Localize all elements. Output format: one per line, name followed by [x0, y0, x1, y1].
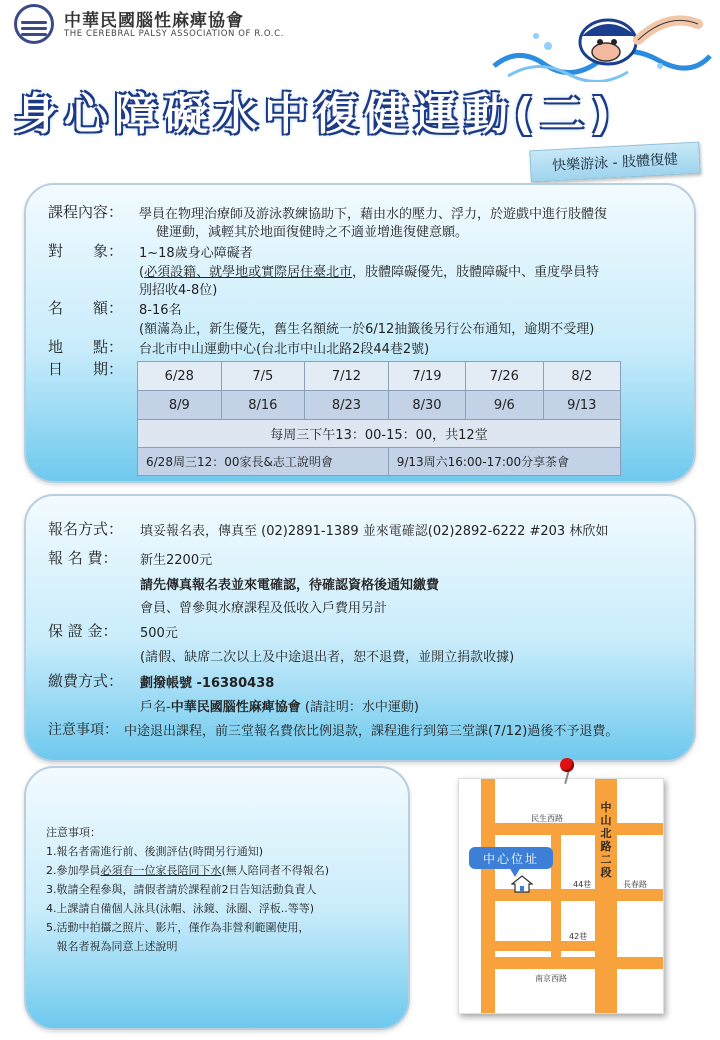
- refund-text: 中途退出課程，前三堂報名費依比例退款，課程進行到第三堂課(7/12)過後不予退費。: [124, 724, 619, 739]
- payment-account: 戶名-中華民國腦性麻痺協會 (請註明：水中運動): [140, 700, 419, 715]
- schedule-row: [138, 391, 621, 420]
- schedule-table: [137, 361, 621, 476]
- notices-title: 注意事項：: [46, 826, 101, 839]
- date-cell: 8/2: [543, 362, 620, 391]
- location-map: [458, 778, 664, 1014]
- house-icon: [511, 875, 533, 893]
- notice-item: 2.參加學員必須有一位家長陪同下水(無人陪同者不得報名): [46, 864, 330, 877]
- method-text: 填妥報名表，傳真至 (02)2891-1389 並來電確認(02)2892-6222 #203 林欣如: [140, 524, 609, 539]
- notice-item: 4.上課請自備個人泳具(泳帽、泳鏡、泳圈、浮板..等等): [46, 902, 315, 915]
- schedule-row: [138, 362, 621, 391]
- notices-list: [46, 823, 329, 956]
- label-44: 44巷: [573, 880, 592, 889]
- date-cell: 7/12: [305, 362, 389, 391]
- deposit-note: (請假、缺席二次以上及中途退出者，恕不退費，並開立捐款收據): [140, 650, 515, 665]
- swimmer-illustration: [488, 6, 714, 82]
- date-label: 日 期：: [48, 360, 124, 378]
- quota-line2: (額滿為止，新生優先，舊生名額統一於6/12抽籤後另行公布通知，逾期不受理): [139, 322, 595, 337]
- page-title: 身心障礙水中復健運動(二): [14, 89, 617, 140]
- pushpin-icon: [560, 758, 574, 772]
- quota-label: 名 額：: [48, 299, 124, 317]
- fee-label: 報 名 費：: [48, 549, 118, 567]
- place-line: 台北市中山運動中心(台北市中山北路2段44巷2號): [139, 342, 430, 357]
- fee-text: 新生2200元: [140, 553, 213, 568]
- event-tea-party: 9/13周六16:00-17:00分享茶會: [388, 448, 620, 476]
- date-cell: 8/30: [388, 391, 465, 420]
- date-cell: 9/13: [543, 391, 620, 420]
- time-note: 每周三下午13：00-15：00，共12堂: [138, 420, 621, 448]
- place-label: 地 點：: [48, 338, 124, 356]
- association-logo: [14, 4, 54, 44]
- subtitle-tag: 快樂游泳 - 肢體復健: [529, 142, 700, 183]
- road-nanjing: [481, 957, 663, 969]
- event-briefing: 6/28周三12：00家長&志工說明會: [138, 448, 389, 476]
- deposit-label: 保 證 金：: [48, 622, 118, 640]
- target-line2: (必須設籍、就學地或實際居住臺北市，肢體障礙優先，肢體障礙中、重度學員特: [139, 265, 600, 280]
- payment-text: 劃撥帳號 -16380438: [140, 676, 275, 691]
- org-name-en: THE CEREBRAL PALSY ASSOCIATION OF R.O.C.: [64, 29, 284, 39]
- org-name-zh: 中華民國腦性麻痺協會: [64, 11, 244, 31]
- road-42: [481, 941, 617, 951]
- date-cell: 6/28: [138, 362, 222, 391]
- fee-note2: 會員、曾參與水療課程及低收入戶費用另計: [140, 601, 388, 616]
- schedule-row: [138, 420, 621, 448]
- target-line3: 別招收4-8位): [139, 283, 218, 298]
- date-cell: 8/23: [305, 391, 389, 420]
- date-cell: 7/5: [221, 362, 305, 391]
- date-cell: 7/26: [466, 362, 543, 391]
- notice-item: 3.敬請全程參與，請假者請於課程前2日告知活動負責人: [46, 883, 317, 896]
- label-nanjing: 南京西路: [535, 974, 567, 983]
- label-changchun: 長春路: [623, 880, 647, 889]
- notice-item: 報名者視為同意上述說明: [46, 940, 178, 953]
- date-cell: 9/6: [466, 391, 543, 420]
- center-callout: 中心位址: [469, 847, 553, 869]
- target-line1: 1~18歲身心障礙者: [139, 246, 253, 261]
- method-label: 報名方式：: [48, 520, 124, 538]
- date-cell: 8/9: [138, 391, 222, 420]
- quota-line1: 8-16名: [139, 303, 182, 318]
- deposit-text: 500元: [140, 626, 178, 641]
- fee-note1: 請先傳真報名表並來電確認，待確認資格後通知繳費: [140, 578, 440, 593]
- course-content-line2: 健運動，減輕其於地面復健時之不適並增進復健意願。: [156, 225, 469, 240]
- date-cell: 7/19: [388, 362, 465, 391]
- road-44: [481, 889, 663, 901]
- course-content-label: 課程內容：: [48, 203, 124, 221]
- course-content-line1: 學員在物理治療師及游泳教練協助下，藉由水的壓力、浮力，於遊戲中進行肢體復: [139, 207, 608, 222]
- notice-item: 5.活動中拍攝之照片、影片，僅作為非營利範圍使用，: [46, 921, 310, 934]
- payment-label: 繳費方式：: [48, 672, 124, 690]
- target-label: 對 象：: [48, 242, 124, 260]
- label-zhongshan: 中山北路二段: [600, 801, 612, 879]
- label-42: 42巷: [569, 932, 588, 941]
- schedule-row: [138, 448, 621, 476]
- date-cell: 8/16: [221, 391, 305, 420]
- refund-label: 注意事項：: [48, 722, 118, 738]
- label-minsheng: 民生西路: [531, 814, 563, 823]
- road-minsheng: [481, 823, 663, 835]
- notice-item: 1.報名者需進行前、後測評估(時間另行通知): [46, 845, 264, 858]
